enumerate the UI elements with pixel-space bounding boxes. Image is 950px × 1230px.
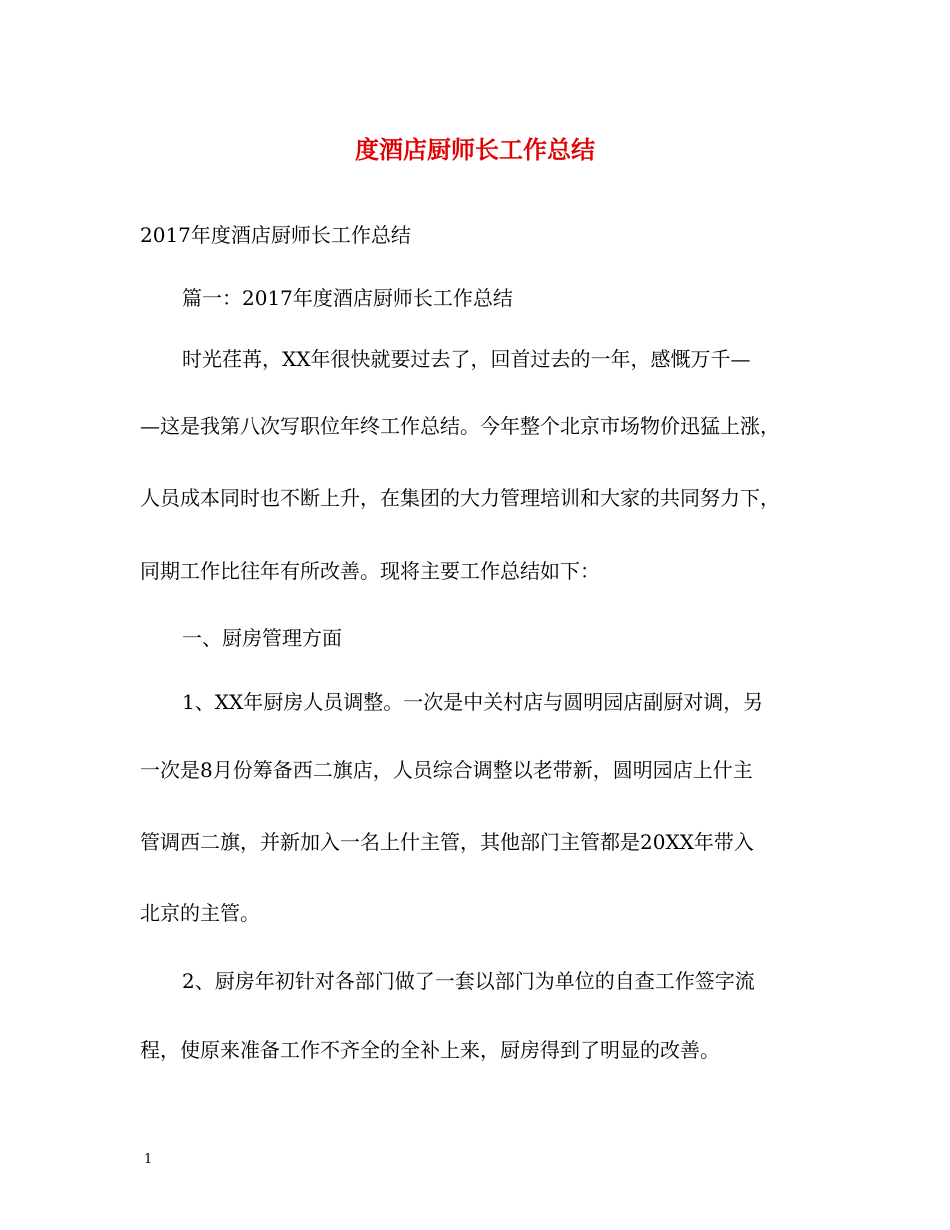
subtitle-line: 2017年度酒店厨师长工作总结: [140, 223, 411, 247]
paragraph-line: 同期工作比往年有所改善。现将主要工作总结如下：: [140, 559, 600, 583]
paragraph-line: 人员成本同时也不断上升，在集团的大力管理培训和大家的共同努力下，: [140, 486, 780, 510]
section-heading: 一、厨房管理方面: [182, 626, 342, 650]
paragraph-line: 程，使原来准备工作不齐全的全补上来，厨房得到了明显的改善。: [140, 1038, 720, 1062]
document-title: 度酒店厨师长工作总结: [355, 135, 595, 164]
paragraph-line: 北京的主管。: [140, 901, 260, 925]
paragraph-line: 时光荏苒，XX年很快就要过去了，回首过去的一年，感慨万千—: [182, 347, 751, 371]
paragraph-line: 一次是8月份筹备西二旗店，人员综合调整以老带新，圆明园店上什主: [140, 758, 753, 782]
paragraph-line: 2、厨房年初针对各部门做了一套以部门为单位的自查工作签字流: [182, 969, 755, 993]
section-heading: 篇一：2017年度酒店厨师长工作总结: [182, 286, 513, 310]
paragraph-line: 1、XX年厨房人员调整。一次是中关村店与圆明园店副厨对调，另: [182, 690, 764, 714]
page-number: 1: [144, 1152, 153, 1167]
paragraph-line: 管调西二旗，并新加入一名上什主管，其他部门主管都是20XX年带入: [140, 830, 754, 854]
paragraph-line: —这是我第八次写职位年终工作总结。今年整个北京市场物价迅猛上涨，: [140, 414, 780, 438]
